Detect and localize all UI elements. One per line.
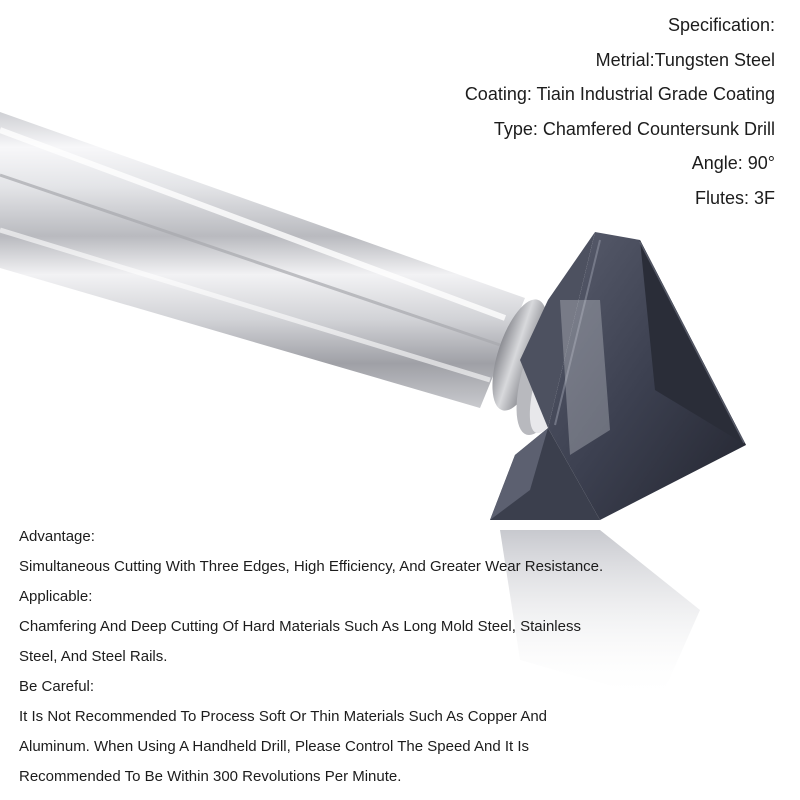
applicable-text-line: Steel, And Steel Rails. <box>19 648 168 665</box>
drill-shank <box>0 112 525 408</box>
applicable-heading: Applicable: <box>19 588 93 605</box>
spec-flutes: Flutes: 3F <box>694 187 775 208</box>
careful-heading: Be Careful: <box>19 678 95 695</box>
specification-heading: Specification: <box>667 15 775 35</box>
careful-text-line: Recommended To Be Within 300 Revolutions Per Minute. <box>19 768 402 785</box>
careful-text-line: It Is Not Recommended To Process Soft Or Thin Materials Such As Copper And <box>19 708 548 725</box>
spec-angle: Angle: 90° <box>691 153 775 173</box>
advantage-text: Simultaneous Cutting With Three Edges, High Efficiency, And Greater Wear Resistance. <box>19 558 604 575</box>
careful-text-line: Aluminum. When Using A Handheld Drill, Please Control The Speed And It Is <box>19 738 529 755</box>
specification-block <box>465 8 775 215</box>
spec-coating: Coating: Tiain Industrial Grade Coating <box>464 84 775 104</box>
advantage-heading: Advantage: <box>19 528 95 545</box>
description-block <box>19 522 789 792</box>
spec-type: Type: Chamfered Countersunk Drill <box>493 118 775 139</box>
applicable-text-line: Chamfering And Deep Cutting Of Hard Materials Such As Long Mold Steel, Stainless <box>19 618 581 635</box>
spec-material: Metrial:Tungsten Steel <box>595 49 775 70</box>
countersink-cone <box>490 232 746 520</box>
